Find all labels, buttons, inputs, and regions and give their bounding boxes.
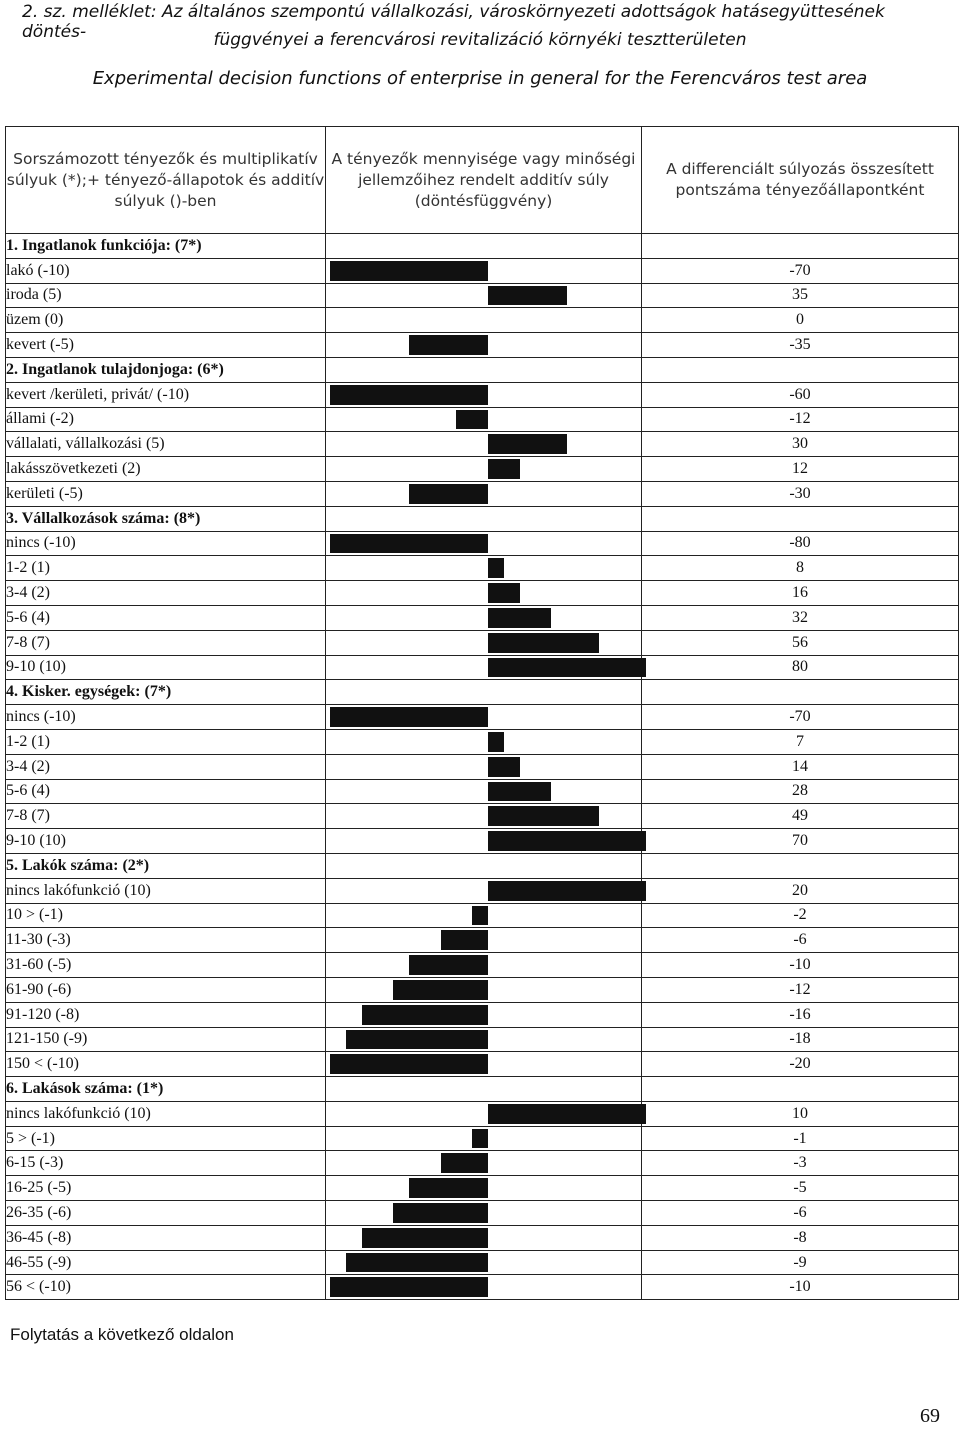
weight-bar bbox=[488, 1104, 646, 1124]
table-row bbox=[6, 779, 959, 804]
weight-bar bbox=[488, 633, 599, 653]
weight-bar bbox=[488, 583, 520, 603]
table-row bbox=[6, 1201, 959, 1226]
weight-bar bbox=[393, 980, 488, 1000]
factor-state-label: 11-30 (-3) bbox=[6, 928, 326, 953]
score-cell bbox=[642, 234, 959, 259]
weight-cell bbox=[326, 630, 642, 655]
table-row bbox=[6, 382, 959, 407]
factor-state-label: 7-8 (7) bbox=[6, 630, 326, 655]
score-cell: 32 bbox=[642, 605, 959, 630]
weight-cell bbox=[326, 1275, 642, 1300]
weight-cell bbox=[326, 754, 642, 779]
factor-state-label: 5-6 (4) bbox=[6, 605, 326, 630]
factor-state-label: 5-6 (4) bbox=[6, 779, 326, 804]
decision-function-table bbox=[5, 126, 959, 1300]
table-row bbox=[6, 283, 959, 308]
weight-bar bbox=[441, 1153, 488, 1173]
weight-cell bbox=[326, 234, 642, 259]
factor-state-label: 46-55 (-9) bbox=[6, 1250, 326, 1275]
score-cell: 10 bbox=[642, 1101, 959, 1126]
group-row bbox=[6, 1077, 959, 1102]
weight-cell bbox=[326, 977, 642, 1002]
weight-cell bbox=[326, 1052, 642, 1077]
factor-state-label: 7-8 (7) bbox=[6, 804, 326, 829]
table-row bbox=[6, 333, 959, 358]
table-row bbox=[6, 878, 959, 903]
weight-bar bbox=[330, 1277, 488, 1297]
weight-cell bbox=[326, 357, 642, 382]
score-cell: -70 bbox=[642, 705, 959, 730]
score-cell: -6 bbox=[642, 928, 959, 953]
weight-cell bbox=[326, 605, 642, 630]
score-cell: -18 bbox=[642, 1027, 959, 1052]
weight-bar bbox=[488, 782, 551, 802]
weight-bar bbox=[488, 881, 646, 901]
score-cell: -80 bbox=[642, 531, 959, 556]
table-row bbox=[6, 407, 959, 432]
factor-state-label: 31-60 (-5) bbox=[6, 953, 326, 978]
score-cell: -1 bbox=[642, 1126, 959, 1151]
score-cell: 7 bbox=[642, 729, 959, 754]
score-cell bbox=[642, 680, 959, 705]
factor-state-label: nincs (-10) bbox=[6, 705, 326, 730]
table-row bbox=[6, 1275, 959, 1300]
weight-cell bbox=[326, 829, 642, 854]
score-cell: 20 bbox=[642, 878, 959, 903]
score-cell bbox=[642, 506, 959, 531]
weight-cell bbox=[326, 581, 642, 606]
group-label: 2. Ingatlanok tulajdonjoga: (6*) bbox=[6, 357, 326, 382]
weight-cell bbox=[326, 655, 642, 680]
group-row bbox=[6, 680, 959, 705]
score-cell: 16 bbox=[642, 581, 959, 606]
table-row bbox=[6, 705, 959, 730]
english-title: Experimental decision functions of enterprise in general for the Ferencváros test area bbox=[92, 68, 868, 89]
factor-state-label: 10 > (-1) bbox=[6, 903, 326, 928]
weight-bar bbox=[488, 732, 504, 752]
score-cell: -2 bbox=[642, 903, 959, 928]
weight-bar bbox=[488, 608, 551, 628]
table-row bbox=[6, 1151, 959, 1176]
weight-cell bbox=[326, 903, 642, 928]
weight-bar bbox=[472, 906, 488, 926]
table-row bbox=[6, 754, 959, 779]
score-cell: 12 bbox=[642, 457, 959, 482]
group-row bbox=[6, 234, 959, 259]
factor-state-label: iroda (5) bbox=[6, 283, 326, 308]
weight-cell bbox=[326, 804, 642, 829]
group-row bbox=[6, 357, 959, 382]
weight-cell bbox=[326, 432, 642, 457]
factor-state-label: nincs lakófunkció (10) bbox=[6, 1101, 326, 1126]
score-cell: -9 bbox=[642, 1250, 959, 1275]
weight-cell bbox=[326, 779, 642, 804]
score-cell: 70 bbox=[642, 829, 959, 854]
col-header-factors: Sorszámozott tényezők és multiplikatív súlyuk (*);+ tényező-állapotok és additív súlyuk ()-ben bbox=[6, 127, 326, 234]
table-row bbox=[6, 928, 959, 953]
score-cell: 49 bbox=[642, 804, 959, 829]
score-cell bbox=[642, 357, 959, 382]
table-row bbox=[6, 1176, 959, 1201]
score-cell: -10 bbox=[642, 953, 959, 978]
factor-state-label: kevert /kerületi, privát/ (-10) bbox=[6, 382, 326, 407]
weight-cell bbox=[326, 1176, 642, 1201]
score-cell: -3 bbox=[642, 1151, 959, 1176]
weight-bar bbox=[488, 459, 520, 479]
score-cell: 28 bbox=[642, 779, 959, 804]
weight-cell bbox=[326, 457, 642, 482]
weight-cell bbox=[326, 680, 642, 705]
factor-state-label: nincs (-10) bbox=[6, 531, 326, 556]
factor-state-label: 9-10 (10) bbox=[6, 829, 326, 854]
table-row bbox=[6, 432, 959, 457]
weight-bar bbox=[409, 1178, 488, 1198]
score-cell: -35 bbox=[642, 333, 959, 358]
weight-cell bbox=[326, 1077, 642, 1102]
col-header-weights: A tényezők mennyisége vagy minőségi jellemzőihez rendelt additív súly (döntésfüggvény) bbox=[326, 127, 642, 234]
weight-cell bbox=[326, 1027, 642, 1052]
weight-cell bbox=[326, 1250, 642, 1275]
score-cell: 35 bbox=[642, 283, 959, 308]
table-row bbox=[6, 258, 959, 283]
weight-cell bbox=[326, 1151, 642, 1176]
factor-state-label: 5 > (-1) bbox=[6, 1126, 326, 1151]
factor-state-label: 16-25 (-5) bbox=[6, 1176, 326, 1201]
weight-cell bbox=[326, 1201, 642, 1226]
score-cell: -20 bbox=[642, 1052, 959, 1077]
weight-cell bbox=[326, 953, 642, 978]
table-row bbox=[6, 1250, 959, 1275]
table-row bbox=[6, 531, 959, 556]
weight-bar bbox=[472, 1129, 488, 1149]
group-label: 3. Vállalkozások száma: (8*) bbox=[6, 506, 326, 531]
group-row bbox=[6, 506, 959, 531]
table-body bbox=[6, 234, 959, 1300]
table-row bbox=[6, 1002, 959, 1027]
weight-bar bbox=[409, 955, 488, 975]
group-label: 4. Kisker. egységek: (7*) bbox=[6, 680, 326, 705]
table-row bbox=[6, 581, 959, 606]
score-cell: 56 bbox=[642, 630, 959, 655]
score-cell: -12 bbox=[642, 407, 959, 432]
table-row bbox=[6, 903, 959, 928]
weight-bar bbox=[393, 1203, 488, 1223]
score-cell: -16 bbox=[642, 1002, 959, 1027]
factor-state-label: üzem (0) bbox=[6, 308, 326, 333]
continuation-note: Folytatás a következő oldalon bbox=[10, 1325, 234, 1344]
weight-bar bbox=[488, 757, 520, 777]
weight-bar bbox=[362, 1228, 488, 1248]
score-cell: -12 bbox=[642, 977, 959, 1002]
weight-cell bbox=[326, 1002, 642, 1027]
score-cell: -5 bbox=[642, 1176, 959, 1201]
weight-cell bbox=[326, 705, 642, 730]
weight-bar bbox=[330, 385, 488, 405]
table-row bbox=[6, 1052, 959, 1077]
weight-cell bbox=[326, 333, 642, 358]
annex-title: 2. sz. melléklet: Az általános szempontú vállalkozási, városkörnyezeti adottságok hatásegyüttesének döntés- bbox=[22, 2, 885, 42]
factor-state-label: 91-120 (-8) bbox=[6, 1002, 326, 1027]
weight-cell bbox=[326, 853, 642, 878]
weight-cell bbox=[326, 382, 642, 407]
factor-state-label: kerületi (-5) bbox=[6, 481, 326, 506]
score-cell: -6 bbox=[642, 1201, 959, 1226]
table-row bbox=[6, 1126, 959, 1151]
score-cell: 80 bbox=[642, 655, 959, 680]
table-row bbox=[6, 556, 959, 581]
weight-cell bbox=[326, 481, 642, 506]
factor-state-label: lakásszövetkezeti (2) bbox=[6, 457, 326, 482]
table-row bbox=[6, 804, 959, 829]
factor-state-label: 9-10 (10) bbox=[6, 655, 326, 680]
weight-bar bbox=[488, 286, 567, 306]
weight-bar bbox=[330, 707, 488, 727]
factor-state-label: 1-2 (1) bbox=[6, 729, 326, 754]
group-label: 1. Ingatlanok funkciója: (7*) bbox=[6, 234, 326, 259]
table-row bbox=[6, 457, 959, 482]
weight-cell bbox=[326, 878, 642, 903]
score-cell: 30 bbox=[642, 432, 959, 457]
weight-cell bbox=[326, 729, 642, 754]
table-row bbox=[6, 729, 959, 754]
weight-bar bbox=[330, 1054, 488, 1074]
weight-cell bbox=[326, 407, 642, 432]
factor-state-label: 6-15 (-3) bbox=[6, 1151, 326, 1176]
factor-state-label: 61-90 (-6) bbox=[6, 977, 326, 1002]
score-cell: -30 bbox=[642, 481, 959, 506]
table-row bbox=[6, 655, 959, 680]
table-row bbox=[6, 605, 959, 630]
weight-bar bbox=[346, 1030, 488, 1050]
factor-state-label: nincs lakófunkció (10) bbox=[6, 878, 326, 903]
weight-cell bbox=[326, 556, 642, 581]
weight-cell bbox=[326, 531, 642, 556]
weight-bar bbox=[330, 261, 488, 281]
factor-state-label: 26-35 (-6) bbox=[6, 1201, 326, 1226]
weight-bar bbox=[488, 434, 567, 454]
weight-bar bbox=[488, 806, 599, 826]
table-row bbox=[6, 1027, 959, 1052]
table-row bbox=[6, 630, 959, 655]
factor-state-label: 121-150 (-9) bbox=[6, 1027, 326, 1052]
score-cell: -60 bbox=[642, 382, 959, 407]
weight-bar bbox=[409, 484, 488, 504]
factor-state-label: 3-4 (2) bbox=[6, 581, 326, 606]
factor-state-label: 3-4 (2) bbox=[6, 754, 326, 779]
weight-cell bbox=[326, 1101, 642, 1126]
weight-cell bbox=[326, 283, 642, 308]
weight-bar bbox=[441, 930, 488, 950]
table-row bbox=[6, 977, 959, 1002]
table-row bbox=[6, 829, 959, 854]
weight-bar bbox=[362, 1005, 488, 1025]
weight-cell bbox=[326, 258, 642, 283]
score-cell: -8 bbox=[642, 1225, 959, 1250]
table-row bbox=[6, 1225, 959, 1250]
group-label: 5. Lakók száma: (2*) bbox=[6, 853, 326, 878]
factor-state-label: lakó (-10) bbox=[6, 258, 326, 283]
annex-title-cont: függvényei a ferencvárosi revitalizáció környéki tesztterületen bbox=[213, 30, 747, 50]
table-row bbox=[6, 953, 959, 978]
score-cell bbox=[642, 1077, 959, 1102]
factor-state-label: 56 < (-10) bbox=[6, 1275, 326, 1300]
factor-state-label: kevert (-5) bbox=[6, 333, 326, 358]
table-row bbox=[6, 481, 959, 506]
weight-bar bbox=[488, 658, 646, 678]
weight-cell bbox=[326, 928, 642, 953]
score-cell bbox=[642, 853, 959, 878]
score-cell: 14 bbox=[642, 754, 959, 779]
score-cell: 0 bbox=[642, 308, 959, 333]
table-row bbox=[6, 1101, 959, 1126]
factor-state-label: 1-2 (1) bbox=[6, 556, 326, 581]
group-row bbox=[6, 853, 959, 878]
col-header-scores: A differenciált súlyozás összesített pontszáma tényezőállapontként bbox=[642, 127, 959, 234]
factor-state-label: 36-45 (-8) bbox=[6, 1225, 326, 1250]
weight-bar bbox=[409, 335, 488, 355]
factor-state-label: állami (-2) bbox=[6, 407, 326, 432]
weight-bar bbox=[488, 558, 504, 578]
factor-state-label: vállalati, vállalkozási (5) bbox=[6, 432, 326, 457]
score-cell: -70 bbox=[642, 258, 959, 283]
page-number: 69 bbox=[920, 1405, 940, 1427]
weight-cell bbox=[326, 506, 642, 531]
weight-cell bbox=[326, 308, 642, 333]
table-row bbox=[6, 308, 959, 333]
score-cell: 8 bbox=[642, 556, 959, 581]
weight-bar bbox=[346, 1253, 488, 1273]
weight-cell bbox=[326, 1126, 642, 1151]
weight-bar bbox=[488, 831, 646, 851]
score-cell: -10 bbox=[642, 1275, 959, 1300]
group-label: 6. Lakások száma: (1*) bbox=[6, 1077, 326, 1102]
factor-state-label: 150 < (-10) bbox=[6, 1052, 326, 1077]
weight-bar bbox=[330, 534, 488, 554]
weight-bar bbox=[456, 410, 488, 430]
weight-cell bbox=[326, 1225, 642, 1250]
